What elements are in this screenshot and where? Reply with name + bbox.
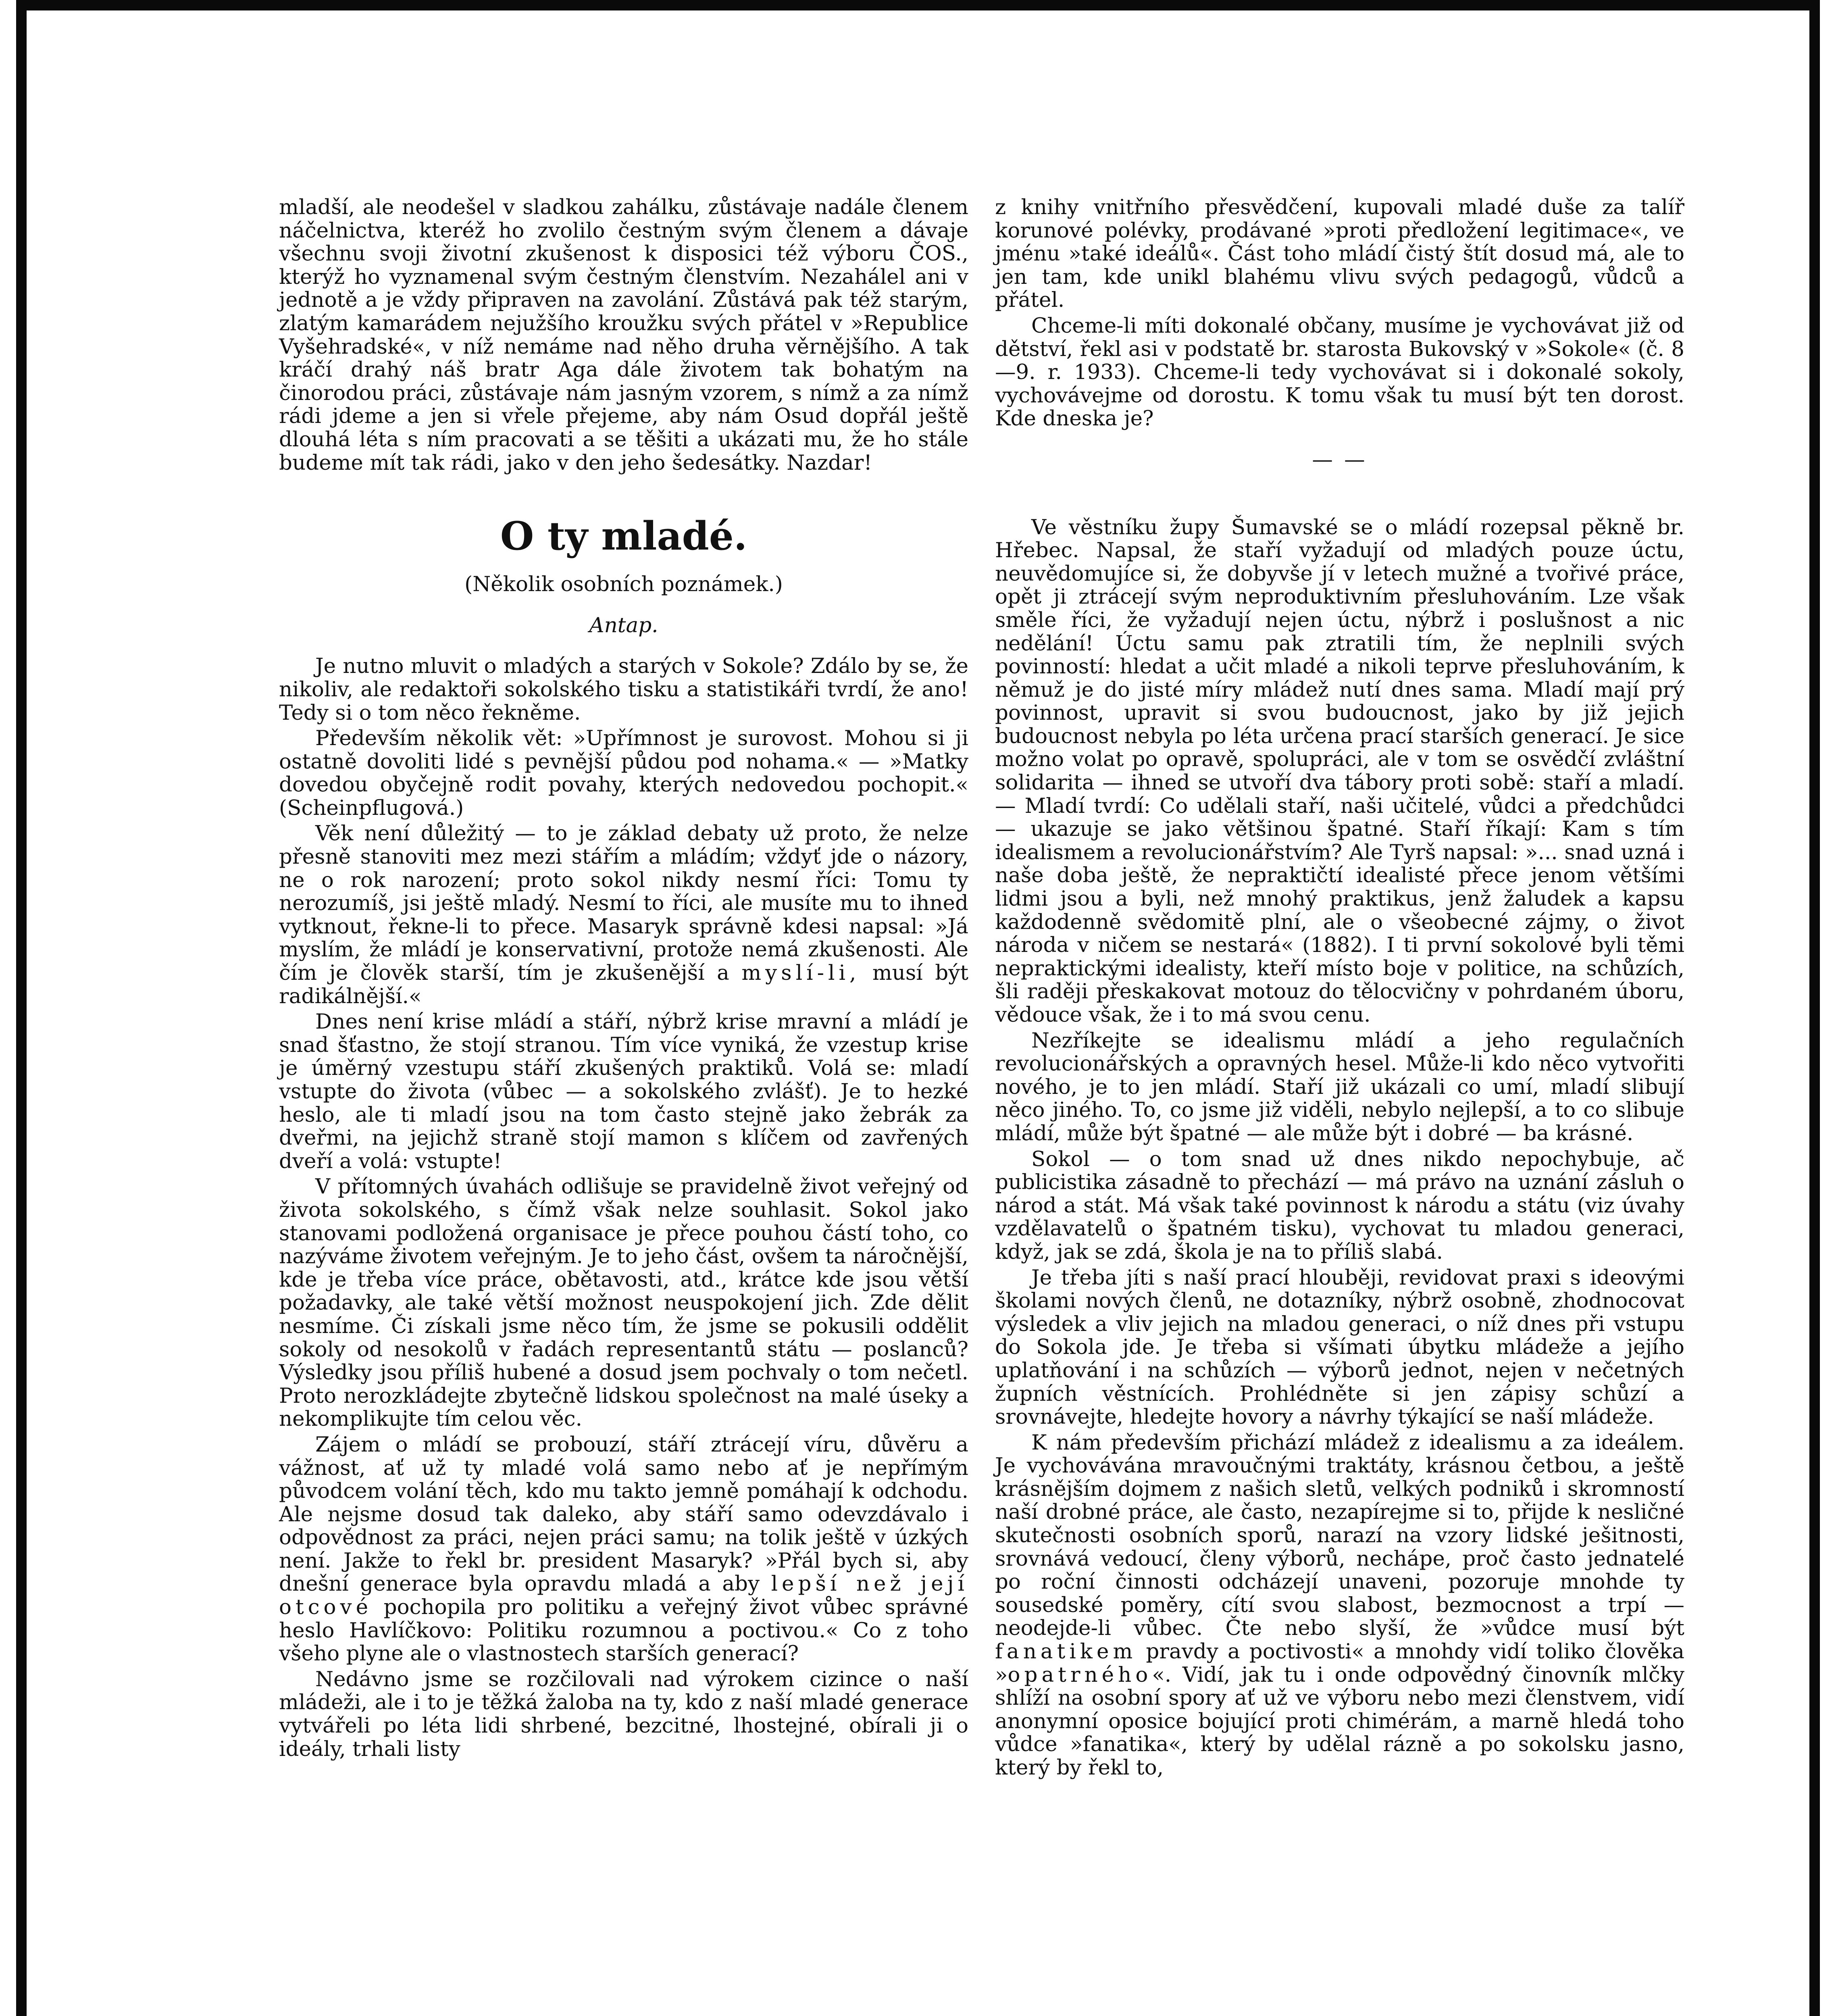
intro-paragraph: mladší, ale neodešel v sladkou zahálku, zůstávaje nadále členem náčelnictva, kteréž ho zvolilo čestným svým členem a dávaje všechnu svoji životní zkušenost k disposici též výboru ČOS., kterýž ho vyznamenal svým čestným členstvím. Nezahálel ani v jednotě a je vždy připraven na zavolání. Zůstává pak též starým, zlatým kamarádem nejužšího kroužku svých přátel v »Republice Vyšehradské«, v níž nemáme nad něho druha věrnějšího. A tak kráčí drahý náš bratr Aga dále životem tak bohatým na činorodou práci, zůstávaje nám jasným vzorem, s nímž a za nímž rádi jdeme a jen si vřele přejeme, aby nám Osud dopřál ještě dlouhá léta s ním pracovati a se těšiti a ukázati mu, že ho stále budeme mít tak rádi, jako v den jeho šedesátky. Nazdar! — [279, 195, 968, 475]
paragraph — [279, 822, 968, 1008]
paragraph: Dnes není krise mládí a stáří, nýbrž krise mravní a mládí je snad šťastno, že stojí stranou. Tím více vyniká, že vzestup krise je úměrný vzestupu stáří zkušených praktiků. Volá se: mladí vstupte do života (vůbec — a sokolského zvlášť). Je to hezké heslo, ale ti mladí jsou na tom často stejně jako žebrák za dveřmi, na jejichž straně stojí mamon s klíčem od zavřených dveří a volá: vstupte! — [279, 1010, 968, 1173]
paragraph-text: pochopila pro politiku a veřejný život vůbec správné heslo Havlíčkovo: Politiku rozumnou a poctivou.« Co z toho všeho plyne ale o vlastnostech starších generací? — [279, 1595, 968, 1666]
paragraph: Sokol — o tom snad už dnes nikdo nepochybuje, ač publicistika zásadně to přechází — má právo na uznání zásluh o národ a stát. Má však také povinnost k národu a státu (viz úvahy vzdělavatelů o špatném tisku), vychovat tu mladou generaci, když, jak se zdá, škola je na to příliš slabá. — [995, 1147, 1684, 1264]
spaced-emphasis: opatrného — [1008, 1662, 1152, 1687]
paragraph: V přítomných úvahách odlišuje se pravidelně život veřejný od života sokolského, s čímž však nelze souhlasit. Sokol jako stanovami podložená organisace je přece pouhou částí toho, co nazýváme životem veřejným. Je to jeho část, ovšem ta náročnější, kde je třeba více práce, obětavosti, atd., krátce kde jsou větší požadavky, ale také větší možnost neuspokojení jich. Zde dělit nesmíme. Či získali jsme něco tím, že jsme se pokusili oddělit sokoly od nesokolů v řadách representantů státu — poslanců? Výsledky jsou příliš hubené a dosud jsem pochvaly o tom nečetl. Proto nerozkládejte zbytečně lidskou společnost na malé úseky a nekomplikujte tím celou věc. — [279, 1175, 968, 1431]
paragraph: Chceme-li míti dokonalé občany, musíme je vychovávat již od dětství, řekl asi v podstatě br. starosta Bukovský v »Sokole« (č. 8—9. r. 1933). Chceme-li tedy vychovávat si i dokonalé sokoly, vychovávejme od dorostu. K tomu však tu musí být ten dorost. Kde dneska je? — [995, 313, 1684, 431]
paragraph: Nezříkejte se idealismu mládí a jeho regulačních revolucionářských a opravných hesel. Může-li kdo něco vytvořiti nového, je to jen mládí. Staří již ukázali co umí, mladí slibují něco jiného. To, co jsme již viděli, nebylo nejlepší, a to co slibuje mládí, může být špatné — ale může být i dobré — ba krásné. — [995, 1028, 1684, 1145]
paragraph: Je třeba jíti s naší prací hlouběji, revidovat praxi s ideovými školami nových členů, ne dotazníky, nýbrž osobně, zhodnocovat výsledek a vliv jejich na mladou generaci, o níž dnes při vstupu do Sokola jde. Je třeba si všímati úbytku mládeže a jejího uplatňování i na schůzích — výborů jednot, nejen v nečetných župních věstnících. Prohlédněte si jen zápisy schůzí a srovnávejte, hledejte hovory a návrhy týkající se naší mládeže. — [995, 1265, 1684, 1429]
paragraph: Nedávno jsme se rozčilovali nad výrokem cizince o naší mládeži, ale i to je těžká žaloba na ty, kdo z naší mladé generace vytvářeli po léta lidi shrbené, bezcitné, lhostejné, obírali ji o ideály, trhali listy — [279, 1667, 968, 1761]
paragraph — [279, 1433, 968, 1666]
section-separator: — — — [1312, 447, 1368, 472]
paragraph: Je nutno mluvit o mladých a starých v Sokole? Zdálo by se, že nikoliv, ale redaktoři sokolského tisku a statistikáři tvrdí, že ano! Tedy si o tom něco řekněme. — [279, 654, 968, 725]
paragraph-text: pravdy a poctivosti« a mnohdy vidí toliko člověka » — [995, 1639, 1684, 1687]
paragraph-text: musí být radikálnější.« — [279, 961, 968, 1008]
spaced-emphasis: lepší než její otcové — [279, 1572, 968, 1620]
paragraph-text: «. Vidí, jak tu i onde odpovědný činovník mlčky shlíží na osobní spory ať už ve výboru nebo mezi členstvem, vidí anonymní oposice bojující proti chimérám, a marně hledá toho vůdce »fanatika«, který by udělal rázně a po sokolsku jasno, který by řekl to, — [995, 1662, 1684, 1780]
left-column — [279, 196, 968, 1761]
paragraph: Především několik vět: »Upřímnost je surovost. Mohou si ji ostatně dovoliti lidé s pevnější půdou pod nohama.« — »Matky dovedou obyčejně rodit povahy, kterých nedovedou pochopit.« (Scheinpflugová.) — [279, 726, 968, 820]
article-author: Antap. — [589, 613, 658, 637]
spaced-emphasis: myslí-li, — [741, 961, 860, 985]
paragraph-text: K nám především přichází mládež z idealismu a za ideálem. Je vychovávána mravoučnými traktáty, krásnou četbou, a ještě krásnějším dojmem z našich sletů, velkých podniků i skromností naší drobné práce, ale často, nezapírejme si to, přijde k nesličné skutečnosti osobních sporů, narazí na vzory lidské ješitnosti, srovnává vedoucí, členy výborů, nechápe, proč často jednatelé po roční činnosti odcházejí unaveni, pozoruje mnohde ty sousedské poměry, cítí svou slabost, bezmocnost a trpí — neodejde-li vůbec. Čte nebo slyší, že »vůdce musí být — [995, 1430, 1684, 1641]
paragraph-text: Věk není důležitý — to je základ debaty už proto, že nelze přesně stanoviti mez mezi stářím a mládím; vždyť jde o názory, ne o rok narození; proto sokol nikdy nesmí říci: Tomu ty nerozumíš, jsi ještě mladý. Nesmí to říci, ale musíte mu to ihned vytknout, řekne-li to přece. Masaryk správně kdesi napsal: »Já myslím, že mládí je konservativní, protože nemá zkušenosti. Ale čím je člověk starší, tím je zkušenější a — [279, 821, 968, 985]
right-column — [995, 196, 1684, 1780]
paragraph — [995, 1431, 1684, 1780]
spaced-emphasis: fanatikem — [995, 1639, 1137, 1664]
article-subtitle: (Několik osobních poznámek.) — [464, 572, 783, 597]
paragraph: z knihy vnitřního přesvědčení, kupovali mladé duše za talíř korunové polévky, prodávané »proti předložení legitimace«, ve jménu »také ideálů«. Část toho mládí čistý štít dosud má, ale to jen tam, kde unikl blahému vlivu svých pedagogů, vůdců a přátel. — [995, 195, 1684, 312]
paragraph-text: Zájem o mládí se probouzí, stáří ztrácejí víru, důvěru a vážnost, ať už ty mladé volá samo nebo ať je nepřímým původcem volání těch, kdo mu takto jemně pomáhají k odchodu. Ale nejsme dosud tak daleko, aby stáří samo odevzdávalo i odpovědnost za práci, nejen práci samu; na tolik ještě v úzkých není. Jakže to řekl br. president Masaryk? »Přál bych si, aby dnešní generace byla opravdu mladá a aby — [279, 1432, 968, 1596]
scan-border-top — [16, 0, 1820, 10]
article-title: O ty mladé. — [500, 513, 747, 559]
paragraph: Ve věstníku župy Šumavské se o mládí rozepsal pěkně br. Hřebec. Napsal, že staří vyžadují od mladých pouze úctu, neuvědomujíce si, že dobyvše jí v letech mužné a tvořivé práce, opět ji ztrácejí svým neproduktivním přesluhováním. Lze však směle říci, že vyžadují nejen úctu, nýbrž i poslušnost a nic nedělání! Úctu samu pak ztratili tím, že neplnili svých povinností: hledat a učit mladé a nikoli teprve přesluhováním, k němuž je do jisté míry mládež nutí dnes sama. Mladí mají prý povinnost, upravit si svou budoucnost, jako by již jejich budoucnost nebyla po léta určena prací starších generací. Je sice možno volat po opravě, spolupráci, ale v tom se osvědčí zvláštní solidarita — ihned se utvoří dva tábory proti sobě: staří a mladí. — Mladí tvrdí: Co udělali staří, naši učitelé, vůdci a předchůdci — ukazuje se jako většinou špatné. Staří říkají: Kam s tím idealismem a revolucionářstvím? Ale Tyrš napsal: »... snad uzná i naše doba ještě, že nepraktičtí idealisté přece jenom většími lidmi jsou a byli, než mnohý praktikus, jenž žaludek a kapsu každodenně svědomitě plní, ale o všeobecné zájmy, o život národa v ničem se nestará« (1882). I ti první sokolové byli těmi nepraktickými idealisty, kteří místo boje v politice, na schůzích, šli raději přeskakovat motouz do tělocvičny v pohrdaném úboru, vědouce však, že i to má svou cenu. — [995, 515, 1684, 1027]
